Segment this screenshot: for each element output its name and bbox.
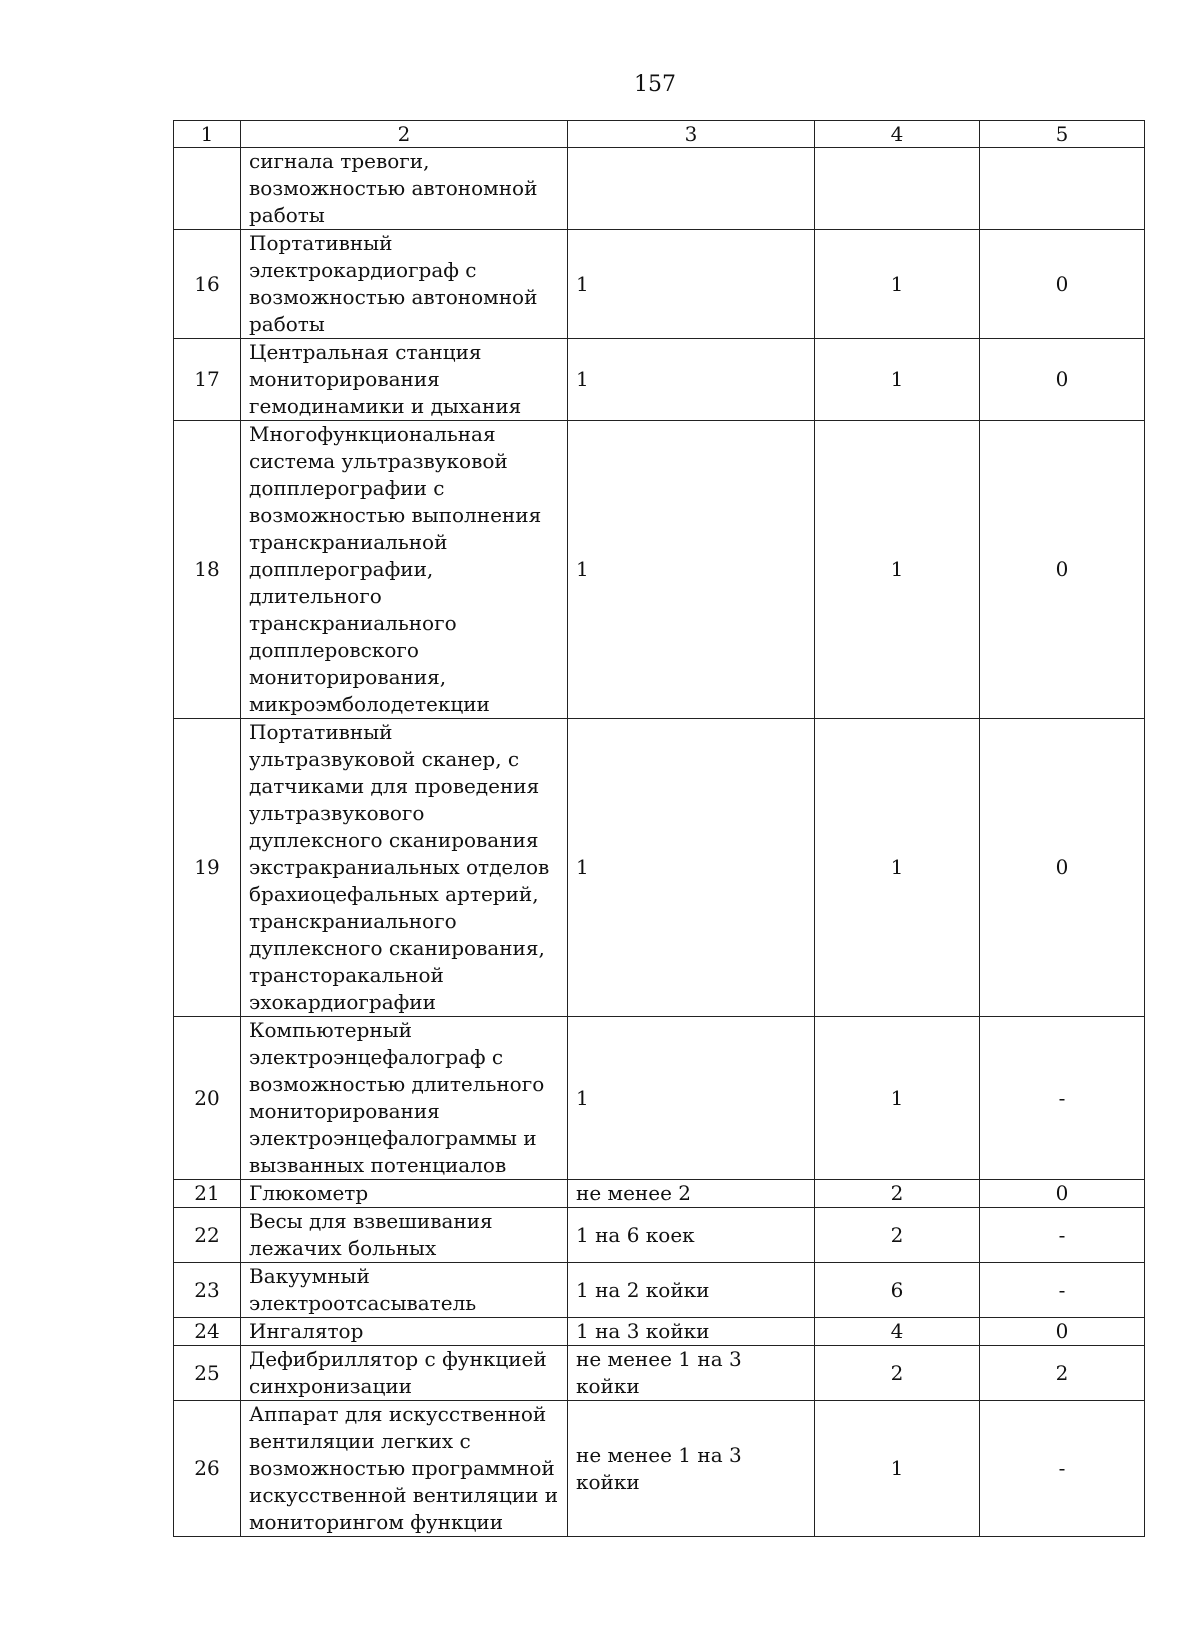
quantity-cell: 0 xyxy=(980,421,1145,719)
norm-cell: 1 xyxy=(568,339,815,421)
equipment-name-line: ультразвукового xyxy=(249,801,425,825)
equipment-name-line: Ингалятор xyxy=(249,1319,364,1343)
equipment-name-line: Вакуумный xyxy=(249,1264,370,1288)
quantity-cell: 0 xyxy=(980,339,1145,421)
equipment-name-line: вентиляции легких с xyxy=(249,1429,471,1453)
row-number: 26 xyxy=(174,1401,241,1537)
equipment-name-cell xyxy=(241,719,568,1017)
equipment-name-line: транскраниального xyxy=(249,611,457,635)
header-row xyxy=(174,121,1145,148)
page-number: 157 xyxy=(634,72,676,97)
equipment-name-line: синхронизации xyxy=(249,1374,412,1398)
equipment-name-line: транскраниального xyxy=(249,909,457,933)
equipment-name-line: возможностью автономной xyxy=(249,285,538,309)
norm-cell: не менее 2 xyxy=(568,1180,815,1208)
column-header: 5 xyxy=(980,121,1145,148)
equipment-name-cell xyxy=(241,421,568,719)
quantity-cell: 1 xyxy=(815,719,980,1017)
equipment-name-cell xyxy=(241,1318,568,1346)
equipment-name-line: Глюкометр xyxy=(249,1181,369,1205)
equipment-table xyxy=(173,120,1145,1537)
equipment-name-cell xyxy=(241,148,568,230)
column-header: 2 xyxy=(241,121,568,148)
row-number: 23 xyxy=(174,1263,241,1318)
equipment-name-cell xyxy=(241,339,568,421)
quantity-cell: 2 xyxy=(815,1346,980,1401)
equipment-name-line: Весы для взвешивания xyxy=(249,1209,493,1233)
equipment-name-line: допплерографии, xyxy=(249,557,434,581)
equipment-name-line: трансторакальной xyxy=(249,963,444,987)
equipment-name-line: мониторингом функции xyxy=(249,1510,504,1534)
norm-cell: 1 на 2 койки xyxy=(568,1263,815,1318)
norm-cell: не менее 1 на 3 койки xyxy=(568,1401,815,1537)
column-header: 3 xyxy=(568,121,815,148)
quantity-cell: 0 xyxy=(980,230,1145,339)
table-row xyxy=(174,1401,1145,1537)
equipment-name-line: возможностью автономной xyxy=(249,176,538,200)
equipment-name-cell xyxy=(241,1346,568,1401)
equipment-name-line: брахиоцефальных артерий, xyxy=(249,882,539,906)
equipment-name-line: Портативный xyxy=(249,720,393,744)
equipment-name-line: дуплексного сканирования xyxy=(249,828,539,852)
equipment-name-line: Аппарат для искусственной xyxy=(249,1402,547,1426)
equipment-name-line: Компьютерный xyxy=(249,1018,412,1042)
table-row xyxy=(174,1346,1145,1401)
equipment-name-cell xyxy=(241,1401,568,1537)
equipment-name-cell xyxy=(241,1263,568,1318)
row-number: 19 xyxy=(174,719,241,1017)
table-row xyxy=(174,1208,1145,1263)
equipment-name-line: мониторирования xyxy=(249,1099,440,1123)
norm-cell: 1 на 3 койки xyxy=(568,1318,815,1346)
equipment-name-line: допплеровского xyxy=(249,638,419,662)
quantity-cell: 1 xyxy=(815,339,980,421)
row-number: 17 xyxy=(174,339,241,421)
equipment-name-line: возможностью выполнения xyxy=(249,503,542,527)
equipment-name-line: возможностью длительного xyxy=(249,1072,545,1096)
quantity-cell: - xyxy=(980,1017,1145,1180)
equipment-name-line: Центральная станция xyxy=(249,340,482,364)
quantity-cell: 4 xyxy=(815,1318,980,1346)
norm-cell xyxy=(568,148,815,230)
quantity-cell: 1 xyxy=(815,1017,980,1180)
equipment-name-line: искусственной вентиляции и xyxy=(249,1483,559,1507)
quantity-cell: 0 xyxy=(980,1318,1145,1346)
quantity-cell: 2 xyxy=(815,1208,980,1263)
row-number: 24 xyxy=(174,1318,241,1346)
equipment-name-line: работы xyxy=(249,203,325,227)
norm-cell: 1 xyxy=(568,719,815,1017)
norm-cell: 1 xyxy=(568,230,815,339)
equipment-name-line: допплерографии с xyxy=(249,476,445,500)
equipment-name-line: возможностью программной xyxy=(249,1456,555,1480)
table-row xyxy=(174,421,1145,719)
equipment-name-line: ультразвуковой сканер, с xyxy=(249,747,520,771)
quantity-cell: 1 xyxy=(815,421,980,719)
row-number: 20 xyxy=(174,1017,241,1180)
norm-cell: 1 на 6 коек xyxy=(568,1208,815,1263)
quantity-cell: 1 xyxy=(815,230,980,339)
quantity-cell: 0 xyxy=(980,719,1145,1017)
quantity-cell: 0 xyxy=(980,1180,1145,1208)
quantity-cell xyxy=(980,148,1145,230)
equipment-name-cell xyxy=(241,1017,568,1180)
row-number: 21 xyxy=(174,1180,241,1208)
equipment-name-line: транскраниальной xyxy=(249,530,448,554)
equipment-name-line: экстракраниальных отделов xyxy=(249,855,550,879)
equipment-name-cell xyxy=(241,1208,568,1263)
equipment-name-line: лежачих больных xyxy=(249,1236,437,1260)
equipment-name-line: микроэмболодетекции xyxy=(249,692,490,716)
equipment-name-line: работы xyxy=(249,312,325,336)
quantity-cell: 2 xyxy=(980,1346,1145,1401)
quantity-cell: 1 xyxy=(815,1401,980,1537)
norm-cell: не менее 1 на 3 койки xyxy=(568,1346,815,1401)
equipment-name-line: Многофункциональная xyxy=(249,422,496,446)
equipment-name-line: мониторирования, xyxy=(249,665,447,689)
equipment-name-line: вызванных потенциалов xyxy=(249,1153,507,1177)
equipment-name-cell xyxy=(241,230,568,339)
equipment-name-line: Дефибриллятор с функцией xyxy=(249,1347,547,1371)
table-row xyxy=(174,1318,1145,1346)
equipment-name-line: длительного xyxy=(249,584,382,608)
equipment-name-line: дуплексного сканирования, xyxy=(249,936,545,960)
equipment-name-line: Портативный xyxy=(249,231,393,255)
quantity-cell xyxy=(815,148,980,230)
norm-cell: 1 xyxy=(568,1017,815,1180)
row-number: 18 xyxy=(174,421,241,719)
table-row xyxy=(174,339,1145,421)
table-row xyxy=(174,148,1145,230)
table-row xyxy=(174,719,1145,1017)
column-header: 4 xyxy=(815,121,980,148)
row-number: 25 xyxy=(174,1346,241,1401)
equipment-name-line: сигнала тревоги, xyxy=(249,149,430,173)
quantity-cell: - xyxy=(980,1208,1145,1263)
quantity-cell: 2 xyxy=(815,1180,980,1208)
equipment-name-line: система ультразвуковой xyxy=(249,449,508,473)
equipment-name-line: мониторирования xyxy=(249,367,440,391)
row-number: 16 xyxy=(174,230,241,339)
row-number xyxy=(174,148,241,230)
quantity-cell: 6 xyxy=(815,1263,980,1318)
norm-cell: 1 xyxy=(568,421,815,719)
table-row xyxy=(174,1180,1145,1208)
quantity-cell: - xyxy=(980,1263,1145,1318)
table-row xyxy=(174,230,1145,339)
equipment-name-line: датчиками для проведения xyxy=(249,774,540,798)
equipment-name-line: электроэнцефалограф с xyxy=(249,1045,504,1069)
table-row xyxy=(174,1017,1145,1180)
equipment-name-line: гемодинамики и дыхания xyxy=(249,394,522,418)
quantity-cell: - xyxy=(980,1401,1145,1537)
equipment-name-line: электрокардиограф с xyxy=(249,258,477,282)
column-header: 1 xyxy=(174,121,241,148)
equipment-name-cell xyxy=(241,1180,568,1208)
row-number: 22 xyxy=(174,1208,241,1263)
table-row xyxy=(174,1263,1145,1318)
equipment-name-line: эхокардиографии xyxy=(249,990,436,1014)
equipment-name-line: электроотсасыватель xyxy=(249,1291,477,1315)
equipment-name-line: электроэнцефалограммы и xyxy=(249,1126,537,1150)
